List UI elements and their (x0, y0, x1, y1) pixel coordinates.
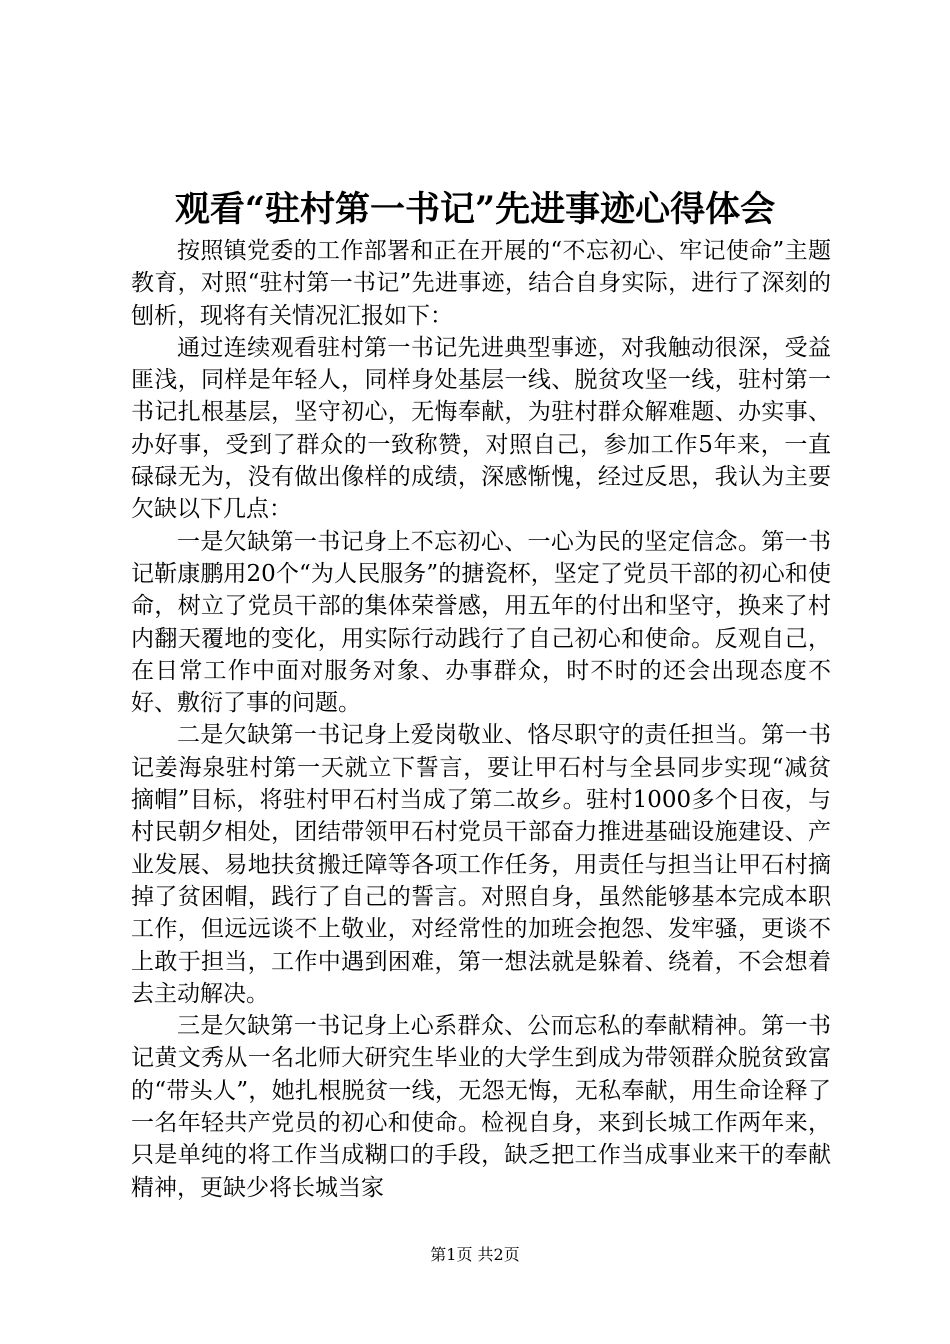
paragraph-point-three: 三是欠缺第一书记身上心系群众、公而忘私的奉献精神。第一书记黄文秀从一名北师大研究生毕业的大学生到成为带领群众脱贫致富的“带头人”，她扎根脱贫一线，无怨无悔，无私奉献，用生命诠释了一名年轻共产党员的初心和使命。检视自身，来到长城工作两年来，只是单纯的将工作当成糊口的手段，缺乏把工作当成事业来干的奉献精神，更缺少将长城当家 (131, 1013, 831, 1201)
paragraph-reflection: 通过连续观看驻村第一书记先进典型事迹，对我触动很深，受益匪浅，同样是年轻人，同样身处基层一线、脱贫攻坚一线，驻村第一书记扎根基层，坚守初心，无悔奉献，为驻村群众解难题、办实事、办好事，受到了群众的一致称赞，对照自己，参加工作5年来，一直碌碌无为，没有做出像样的成绩，深感惭愧，经过反思，我认为主要欠缺以下几点： (131, 334, 831, 523)
document-body (131, 235, 831, 1204)
document-title: 观看“驻村第一书记”先进事迹心得体会 (174, 189, 776, 230)
paragraph-point-one: 一是欠缺第一书记身上不忘初心、一心为民的坚定信念。第一书记靳康鹏用20个“为人民服务”的搪瓷杯，坚定了党员干部的初心和使命，树立了党员干部的集体荣誉感，用五年的付出和坚守，换来了村内翻天覆地的变化，用实际行动践行了自己初心和使命。反观自己，在日常工作中面对服务对象、办事群众，时不时的还会出现态度不好、敷衍了事的问题。 (131, 528, 831, 717)
page-footer: 第1页 共2页 (430, 1245, 520, 1264)
paragraph-intro: 按照镇党委的工作部署和正在开展的“不忘初心、牢记使命”主题教育，对照“驻村第一书记”先进事迹，结合自身实际，进行了深刻的刨析，现将有关情况汇报如下： (131, 238, 831, 329)
paragraph-point-two: 二是欠缺第一书记身上爱岗敬业、恪尽职守的责任担当。第一书记姜海泉驻村第一天就立下誓言，要让甲石村与全县同步实现“减贫摘帽”目标，将驻村甲石村当成了第二故乡。驻村1000多个日夜，与村民朝夕相处，团结带领甲石村党员干部奋力推进基础设施建设、产业发展、易地扶贫搬迁障等各项工作任务，用责任与担当让甲石村摘掉了贫困帽，践行了自己的誓言。对照自身，虽然能够基本完成本职工作，但远远谈不上敬业，对经常性的加班会抱怨、发牢骚，更谈不上敢于担当，工作中遇到困难，第一想法就是躲着、绕着，不会想着去主动解决。 (131, 722, 831, 1007)
